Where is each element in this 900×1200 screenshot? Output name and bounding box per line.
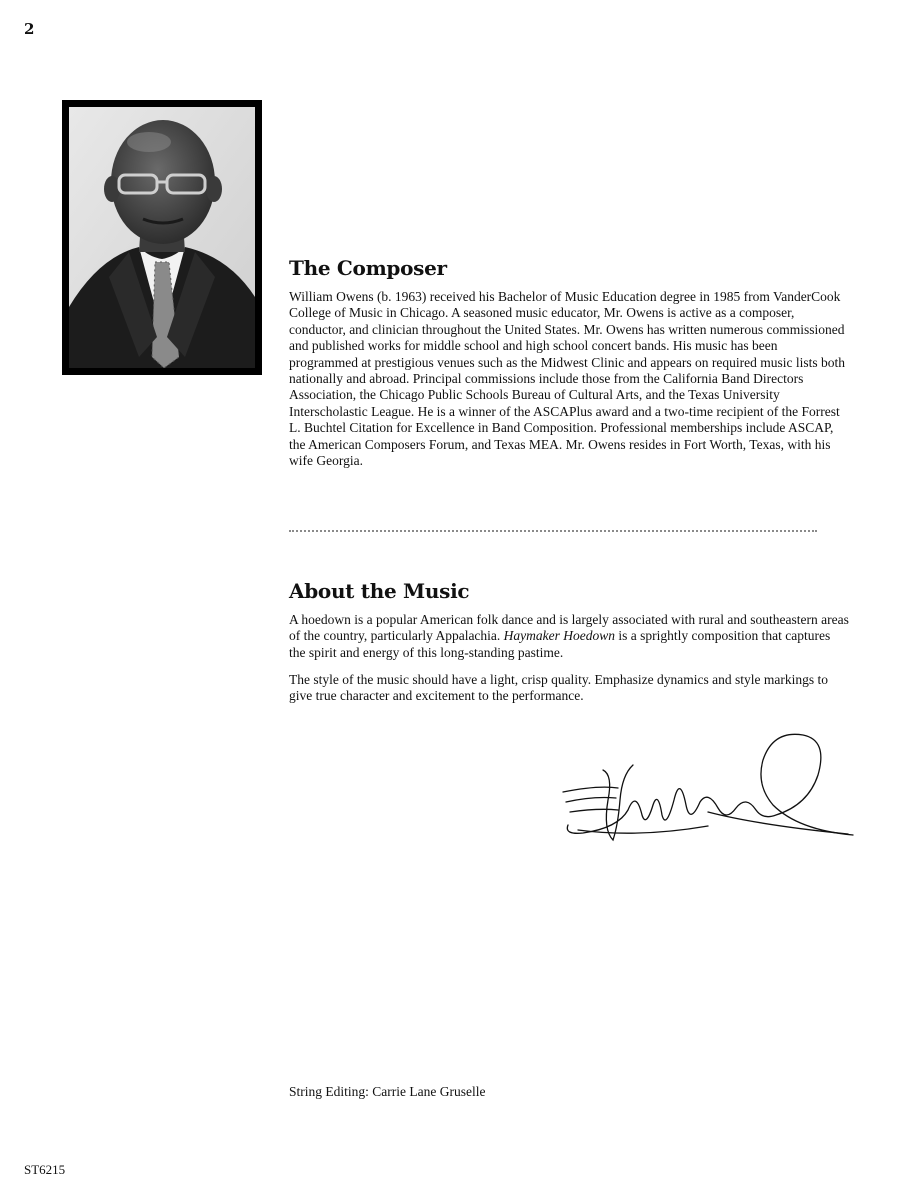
composer-signature — [558, 730, 858, 850]
about-paragraph-2: The style of the music should have a light, crisp quality. Emphasize dynamics and style markings to give true character and excitement to the performance. — [289, 672, 829, 704]
about-paragraph-1 — [289, 612, 849, 661]
composer-bio: William Owens (b. 1963) received his Bachelor of Music Education degree in 1985 from VanderCook College of Music in Chicago. A seasoned music educator, Mr. Owens is active as a composer, conductor, and clinician throughout the United States. Mr. Owens has written numerous commissioned and published works for middle school and high school concert bands. His music has been programmed at prestigious venues such as the Midwest Clinic and appears on required music lists both nationally and abroad. Principal commissions include those from the California Band Directors Association, the Chicago Public Schools Bureau of Cultural Arts, and the Texas University Interscholastic League. He is a winner of the ASCAPlus award and a two-time recipient of the Forrest L. Buchtel Citation for Excellence in Band Composition. Professional memberships include ASCAP, the American Composers Forum, and Texas MEA. Mr. Owens resides in Fort Worth, Texas, with his wife Georgia. — [289, 289, 846, 469]
composer-title: The Composer — [289, 256, 447, 280]
composer-photo — [62, 100, 262, 375]
piece-title: Haymaker Hoedown — [503, 628, 616, 644]
section-divider — [289, 530, 817, 532]
about-p1-after: is a sprightly composition that captures the spirit and energy of this long-standing pastime. — [289, 628, 831, 660]
catalog-number: ST6215 — [24, 1162, 66, 1177]
about-p1-before: A hoedown is a popular American folk dance and is largely associated with rural and southeastern areas of the country, particularly Appalachia. — [289, 612, 849, 644]
string-editing-credit: String Editing: Carrie Lane Gruselle — [289, 1084, 486, 1099]
page-number: 2 — [24, 20, 35, 38]
composer-portrait-image — [69, 107, 255, 368]
about-title: About the Music — [289, 579, 470, 603]
